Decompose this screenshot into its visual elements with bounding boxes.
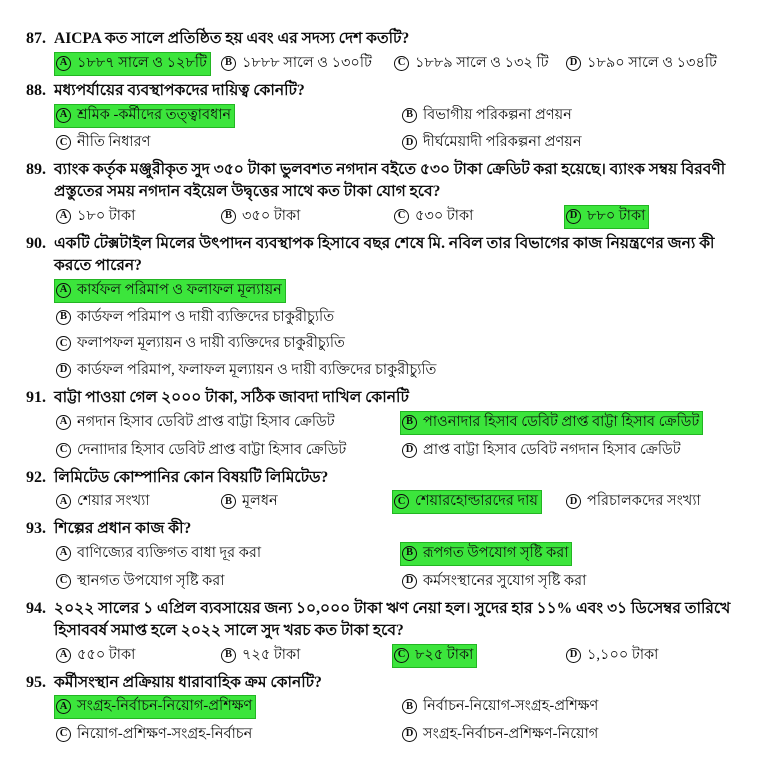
option-text: মূলধন: [242, 493, 278, 510]
question-text: বাট্টা পাওয়া গেল ২০০০ টাকা, সঠিক জাবদা দাখিল কোনটি: [54, 389, 409, 406]
q89-option-d[interactable]: [564, 203, 754, 230]
circled-letter-icon: B: [56, 310, 71, 325]
option-body: [400, 695, 602, 719]
option-body: [54, 131, 154, 155]
correct-answer-highlight: [392, 490, 542, 514]
option-text: শ্রমিক -কর্মীদের তত্ত্বাবধান: [77, 106, 232, 123]
option-body: [392, 52, 553, 76]
q94-option-a[interactable]: [54, 642, 219, 669]
option-text: দেনাাদার হিসাব ডেবিট প্রাপ্ত বাট্টা হিসাব ক্রেডিট: [77, 441, 347, 458]
question-number: 88.: [26, 81, 46, 99]
circled-letter-icon: B: [221, 209, 236, 224]
q92-option-a[interactable]: [54, 489, 219, 516]
option-body: [54, 570, 228, 594]
circled-letter-icon: C: [394, 494, 409, 509]
circled-letter-icon: A: [56, 209, 71, 224]
circled-letter-icon: C: [56, 336, 71, 351]
options-95: [54, 694, 754, 749]
option-text: ৮২৫ টাকা: [415, 646, 474, 663]
question-89: [26, 159, 754, 230]
q91-option-d[interactable]: [400, 437, 754, 464]
options-90: [54, 277, 754, 384]
q92-option-d[interactable]: [564, 489, 754, 516]
option-text: প্রাপ্ত বাট্টা হিসাব ডেবিট নগদান হিসাব ক্রেডিট: [423, 441, 681, 458]
circled-letter-icon: A: [56, 494, 71, 509]
option-body: [54, 332, 349, 356]
q93-option-d[interactable]: [400, 568, 754, 595]
question-93: [26, 518, 754, 595]
options-92: [54, 489, 754, 516]
option-text: কর্মসংস্থানের সুযোগ সৃষ্টি করা: [423, 572, 587, 589]
question-text: শিল্পের প্রধান কাজ কী?: [54, 520, 192, 538]
option-text: ১৮৮৮ সালে ও ১৩০টি: [242, 54, 372, 71]
question-88: [26, 80, 754, 157]
circled-letter-icon: C: [56, 727, 71, 742]
options-88: [54, 102, 754, 157]
q95-option-b[interactable]: [400, 694, 754, 721]
question-number: 92.: [26, 468, 46, 486]
option-text: ১৮০ টাকা: [77, 208, 136, 224]
q88-option-a[interactable]: [54, 102, 400, 129]
q87-option-b[interactable]: [219, 50, 392, 77]
option-text: বাণিজ্যের ব্যক্তিগত বাধা দূর করা: [77, 545, 262, 561]
question-87: [26, 28, 754, 77]
circled-letter-icon: A: [56, 699, 71, 714]
option-body: [54, 359, 440, 383]
option-body: [54, 306, 338, 330]
option-text: ৩৫০ টাকা: [242, 208, 301, 224]
option-body: [54, 205, 139, 229]
option-body: [219, 644, 304, 668]
q89-option-b[interactable]: [219, 203, 392, 230]
option-text: সংগ্রহ-নির্বাচন-প্রশিক্ষণ-নিয়োগ: [423, 726, 599, 742]
option-body: [54, 411, 339, 435]
correct-answer-highlight: [54, 104, 235, 128]
option-text: পরিচালকদের সংখ্যা: [587, 493, 701, 510]
circled-letter-icon: B: [221, 494, 236, 509]
option-body: [400, 439, 685, 463]
circled-letter-icon: D: [566, 648, 581, 663]
q92-option-b[interactable]: [219, 489, 392, 516]
option-body: [400, 723, 602, 747]
circled-letter-icon: C: [56, 574, 71, 589]
q87-option-c[interactable]: [392, 50, 564, 77]
question-text: AICPA কত সালে প্রতিষ্ঠিত হয় এবং এর সদস্য দেশ কতটি?: [54, 30, 410, 47]
option-body: [400, 104, 576, 128]
q88-option-b[interactable]: [400, 102, 754, 129]
question-95: [26, 672, 754, 749]
question-text: ব্যাংক কর্তৃক মঞ্জুরীকৃত সুদ ৩৫০ টাকা ভুলবশত নগদান বইতে ৫৩০ টাকা ক্রেডিট করা হয়েছে। ব্যাংক সম্বয় বিরবণী প্রস্তুতের সময় নগদান বইয়েল উদ্বৃত্তের সাথে কত টাকা যোগ হবে?: [54, 161, 726, 201]
q88-option-d[interactable]: [400, 130, 754, 157]
q93-option-c[interactable]: [54, 568, 400, 595]
circled-letter-icon: B: [402, 415, 417, 430]
circled-letter-icon: C: [56, 443, 71, 458]
option-text: রূপগত উপযোগ সৃষ্টি করা: [423, 545, 569, 561]
q92-option-c[interactable]: [392, 489, 564, 516]
option-text: ১৮৮৭ সালে ও ১২৮টি: [77, 54, 207, 71]
circled-letter-icon: D: [566, 494, 581, 509]
option-text: কার্যফল পরিমাপ ও ফলাফল মূল্যায়ন: [77, 281, 282, 298]
option-body: [392, 205, 477, 229]
q90-option-a[interactable]: [54, 277, 754, 304]
question-90: [26, 233, 754, 384]
circled-letter-icon: B: [221, 56, 236, 71]
option-text: নীতি নিধারণ: [77, 134, 151, 151]
question-91: [26, 387, 754, 464]
question-text: ২০২২ সালের ১ এপ্রিল ব্যবসায়ের জন্য ১০,০০০ টাকা ঋণ নেয়া হল। সুদের হার ১১% এবং ৩১ ডিসেম্বর তারিখে হিসাববর্ষ সমাপ্ত হলে ২০২২ সালে সুদ খরচ কত টাকা হবে?: [54, 599, 731, 639]
option-text: ৫৩০ টাকা: [415, 208, 474, 224]
circled-letter-icon: A: [56, 283, 71, 298]
correct-answer-highlight: [54, 52, 211, 76]
q88-option-c[interactable]: [54, 130, 400, 157]
options-94: [54, 642, 754, 669]
q95-option-d[interactable]: [400, 721, 754, 748]
circled-letter-icon: D: [402, 443, 417, 458]
q90-option-b[interactable]: [54, 304, 754, 331]
question-92: [26, 467, 754, 516]
options-87: [54, 50, 754, 77]
question-number: 95.: [26, 673, 46, 691]
circled-letter-icon: A: [56, 56, 71, 71]
circled-letter-icon: B: [402, 699, 417, 714]
option-body: [219, 52, 376, 76]
q93-option-b[interactable]: [400, 540, 754, 567]
option-body: [54, 644, 139, 668]
option-body: [54, 723, 256, 747]
q90-option-d[interactable]: [54, 357, 754, 384]
q89-option-c[interactable]: [392, 203, 564, 230]
circled-letter-icon: D: [566, 56, 581, 71]
question-text: লিমিটেড কোম্পানির কোন বিষয়টি লিমিটেড?: [54, 468, 329, 486]
circled-letter-icon: B: [402, 546, 417, 561]
correct-answer-highlight: [400, 411, 703, 435]
q94-option-d[interactable]: [564, 642, 754, 669]
option-text: ৮৮০ টাকা: [587, 208, 646, 224]
option-text: নির্বাচন-নিয়োগ-সংগ্রহ-প্রশিক্ষণ: [423, 698, 599, 715]
option-text: ৫৫০ টাকা: [77, 646, 136, 663]
options-89: [54, 203, 754, 230]
correct-answer-highlight: [564, 205, 649, 229]
circled-letter-icon: D: [56, 363, 71, 378]
option-text: নগদান হিসাব ডেবিট প্রাপ্ত বাট্টা হিসাব ক্রেডিট: [77, 413, 335, 430]
option-text: ৭২৫ টাকা: [242, 646, 301, 663]
option-text: পাওনাদার হিসাব ডেবিট প্রাপ্ত বাট্টা হিসাব ক্রেডিট: [423, 413, 700, 430]
q87-option-d[interactable]: [564, 50, 754, 77]
option-body: [54, 439, 350, 463]
option-text: দীর্ঘমেয়াদী পরিকল্পনা প্রণয়ন: [423, 134, 582, 151]
circled-letter-icon: A: [56, 546, 71, 561]
circled-letter-icon: A: [56, 648, 71, 663]
option-text: কার্ডফল পরিমাপ ও দায়ী ব্যক্তিদের চাকুরীচ্যুতি: [77, 308, 335, 325]
question-number: 94.: [26, 599, 46, 617]
option-body: [564, 490, 705, 514]
option-text: ফলাপফল মূল্যায়ন ও দায়ী ব্যক্তিদের চাকুরীচ্যুতি: [77, 335, 345, 352]
q95-option-a[interactable]: [54, 694, 400, 721]
question-text: মধ্যপর্যায়ের ব্যবস্থাপকদের দায়িত্ব কোনটি?: [54, 81, 305, 99]
option-text: নিয়োগ-প্রশিক্ষণ-সংগ্রহ-নির্বাচন: [77, 726, 253, 742]
correct-answer-highlight: [400, 542, 572, 566]
q91-option-c[interactable]: [54, 437, 400, 464]
circled-letter-icon: C: [394, 648, 409, 663]
circled-letter-icon: D: [402, 135, 417, 150]
question-number: 87.: [26, 30, 46, 47]
circled-letter-icon: A: [56, 108, 71, 123]
option-text: সংগ্রহ-নির্বাচন-নিয়োগ-প্রশিক্ষণ: [77, 698, 253, 715]
option-body: [219, 490, 282, 514]
q89-option-a[interactable]: [54, 203, 219, 230]
q87-option-a[interactable]: [54, 50, 219, 77]
q91-option-b[interactable]: [400, 409, 754, 436]
question-number: 91.: [26, 389, 46, 406]
circled-letter-icon: D: [402, 574, 417, 589]
q94-option-b[interactable]: [219, 642, 392, 669]
circled-letter-icon: D: [402, 727, 417, 742]
question-text: কর্মীসংস্থান প্রক্রিয়ায় ধারাবাহিক ক্রম কোনটি?: [54, 673, 322, 691]
option-text: বিভাগীয় পরিকল্পনা প্রণয়ন: [423, 106, 572, 123]
question-number: 90.: [26, 235, 46, 252]
q93-option-a[interactable]: [54, 540, 400, 567]
circled-letter-icon: B: [402, 108, 417, 123]
option-body: [54, 542, 265, 566]
q94-option-c[interactable]: [392, 642, 564, 669]
circled-letter-icon: C: [56, 135, 71, 150]
question-list: [26, 28, 754, 748]
circled-letter-icon: C: [394, 209, 409, 224]
q90-option-c[interactable]: [54, 331, 754, 358]
question-number: 89.: [26, 161, 46, 179]
option-body: [54, 490, 154, 514]
question-number: 93.: [26, 520, 46, 538]
circled-letter-icon: D: [566, 209, 581, 224]
option-text: ১,১০০ টাকা: [587, 646, 659, 663]
circled-letter-icon: A: [56, 415, 71, 430]
question-text: একটি টেক্সটাইল মিলের উৎপাদন ব্যবস্থাপক হিসাবে বছর শেষে মি. নবিল তার বিভাগের কাজ নিয়ন্ত্রণের জন্য কী করতে পারেন?: [54, 235, 715, 274]
option-body: [564, 52, 721, 76]
option-text: শেয়ারহোল্ডারদের দায়: [415, 493, 538, 510]
option-text: ১৮৮৯ সালে ও ১৩২ টি: [415, 54, 549, 71]
correct-answer-highlight: [54, 279, 286, 303]
option-text: ১৮৯০ সালে ও ১৩৪টি: [587, 54, 717, 71]
q95-option-c[interactable]: [54, 721, 400, 748]
q91-option-a[interactable]: [54, 409, 400, 436]
circled-letter-icon: B: [221, 648, 236, 663]
option-body: [219, 205, 304, 229]
option-body: [564, 644, 662, 668]
circled-letter-icon: C: [394, 56, 409, 71]
option-text: কার্ডফল পরিমাপ, ফলাফল মূল্যায়ন ও দায়ী ব্যক্তিদের চাকুরীচ্যুতি: [77, 362, 437, 378]
options-91: [54, 409, 754, 464]
correct-answer-highlight: [392, 644, 477, 668]
option-body: [400, 131, 585, 155]
question-94: [26, 598, 754, 669]
options-93: [54, 540, 754, 595]
option-text: শেয়ার সংখ্যা: [77, 493, 150, 510]
option-text: স্থানগত উপযোগ সৃষ্টি করা: [77, 572, 225, 589]
correct-answer-highlight: [54, 695, 256, 719]
option-body: [400, 570, 590, 594]
